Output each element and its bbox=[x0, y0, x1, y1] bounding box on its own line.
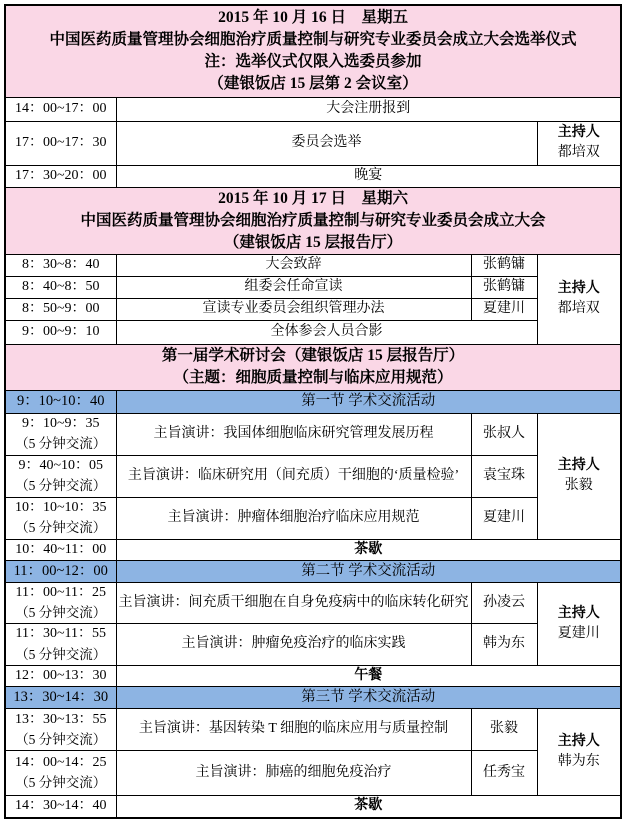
speaker-cell: 夏建川 bbox=[471, 298, 537, 320]
activity-cell: 大会注册报到 bbox=[116, 97, 621, 121]
talk-time: 9：40~10：05 bbox=[18, 458, 104, 474]
day1-header-row bbox=[5, 5, 621, 97]
time-cell bbox=[5, 623, 116, 665]
speaker-cell: 任秀宝 bbox=[471, 751, 537, 796]
speaker-cell: 张叔人 bbox=[471, 413, 537, 455]
speaker-cell: 夏建川 bbox=[471, 497, 537, 539]
table-row bbox=[5, 320, 621, 344]
time-cell: 13：30~14：30 bbox=[5, 687, 116, 709]
speaker-cell: 韩为东 bbox=[471, 623, 537, 665]
break-row bbox=[5, 665, 621, 686]
session-title-cell: 第一节 学术交流活动 bbox=[116, 390, 621, 413]
talk-time: 14：00~14：25 bbox=[14, 755, 107, 771]
table-row bbox=[5, 497, 621, 539]
host-cell bbox=[537, 121, 621, 165]
time-cell: 14：30~14：40 bbox=[5, 796, 116, 818]
time-cell bbox=[5, 497, 116, 539]
talk-topic-cell: 主旨演讲：临床研究用（间充质）干细胞的‘质量检验’ bbox=[116, 455, 471, 497]
table-row bbox=[5, 254, 621, 276]
table-row bbox=[5, 709, 621, 751]
break-label-cell: 茶歇 bbox=[116, 539, 621, 560]
day1-venue: （建银饭店 15 层第 2 会议室） bbox=[208, 75, 418, 93]
conference-schedule-table bbox=[4, 4, 622, 819]
time-cell: 17：00~17：30 bbox=[5, 121, 116, 165]
symposium-header-cell bbox=[5, 344, 621, 390]
host-cell bbox=[537, 254, 621, 344]
talk-topic-cell: 主旨演讲：肿瘤体细胞治疗临床应用规范 bbox=[116, 497, 471, 539]
time-cell: 8：40~8：50 bbox=[5, 276, 116, 298]
speaker-cell: 袁宝珠 bbox=[471, 455, 537, 497]
talk-time: 11：30~11：55 bbox=[15, 626, 107, 642]
table-row bbox=[5, 298, 621, 320]
speaker-cell: 张鹤镛 bbox=[471, 254, 537, 276]
host-label: 主持人 bbox=[557, 280, 600, 296]
talk-time: 10：10~10：35 bbox=[14, 500, 107, 516]
time-cell: 9：00~9：10 bbox=[5, 320, 116, 344]
symposium-title: 第一届学术研讨会（建银饭店 15 层报告厅） bbox=[161, 347, 465, 364]
time-cell: 12：00~13：30 bbox=[5, 665, 116, 686]
talk-time: 11：00~11：25 bbox=[15, 584, 107, 600]
break-row bbox=[5, 539, 621, 560]
talk-note: （5 分钟交流） bbox=[15, 775, 107, 791]
table-row bbox=[5, 276, 621, 298]
symposium-theme: （主题：细胞质量控制与临床应用规范） bbox=[173, 369, 453, 386]
time-cell: 8：30~8：40 bbox=[5, 254, 116, 276]
time-cell: 9：10~10：40 bbox=[5, 390, 116, 413]
day1-note: 注：选举仪式仅限入选委员参加 bbox=[204, 53, 422, 71]
table-row bbox=[5, 582, 621, 623]
session-title-cell: 第二节 学术交流活动 bbox=[116, 560, 621, 582]
activity-cell: 宣读专业委员会组织管理办法 bbox=[116, 298, 471, 320]
time-cell: 14：00~17：00 bbox=[5, 97, 116, 121]
table-row bbox=[5, 455, 621, 497]
activity-cell: 晚宴 bbox=[116, 165, 621, 187]
time-cell: 11：00~12：00 bbox=[5, 560, 116, 582]
day1-event-title: 中国医药质量管理协会细胞治疗质量控制与研究专业委员会成立大会选举仪式 bbox=[49, 31, 577, 49]
table-row bbox=[5, 165, 621, 187]
day1-header-cell bbox=[5, 5, 621, 97]
time-cell bbox=[5, 413, 116, 455]
break-label-cell: 午餐 bbox=[116, 665, 621, 686]
activity-cell: 全体参会人员合影 bbox=[116, 320, 537, 344]
break-row bbox=[5, 796, 621, 818]
host-label: 主持人 bbox=[557, 605, 600, 621]
talk-time: 13：30~13：55 bbox=[14, 711, 107, 727]
table-row bbox=[5, 121, 621, 165]
day2-date: 2015 年 10 月 17 日 星期六 bbox=[218, 189, 408, 207]
talk-topic-cell: 主旨演讲：我国体细胞临床研究管理发展历程 bbox=[116, 413, 471, 455]
talk-topic-cell: 主旨演讲：间充质干细胞在自身免疫病中的临床转化研究 bbox=[116, 582, 471, 623]
talk-note: （5 分钟交流） bbox=[15, 520, 107, 536]
host-name: 都培双 bbox=[557, 145, 600, 160]
speaker-cell: 张毅 bbox=[471, 709, 537, 751]
talk-note: （5 分钟交流） bbox=[15, 731, 107, 747]
talk-time: 9：10~9：35 bbox=[21, 416, 100, 432]
talk-note: （5 分钟交流） bbox=[15, 436, 107, 452]
talk-note: （5 分钟交流） bbox=[15, 646, 107, 662]
day2-event-title: 中国医药质量管理协会细胞治疗质量控制与研究专业委员会成立大会 bbox=[80, 211, 546, 229]
talk-topic-cell: 主旨演讲：肿瘤免疫治疗的临床实践 bbox=[116, 623, 471, 665]
talk-note: （5 分钟交流） bbox=[15, 605, 107, 621]
time-cell: 10：40~11：00 bbox=[5, 539, 116, 560]
time-cell bbox=[5, 751, 116, 796]
host-name: 夏建川 bbox=[557, 625, 600, 641]
session-title-cell: 第三节 学术交流活动 bbox=[116, 687, 621, 709]
host-cell bbox=[537, 709, 621, 796]
host-name: 都培双 bbox=[557, 301, 600, 316]
time-cell bbox=[5, 582, 116, 623]
time-cell bbox=[5, 455, 116, 497]
time-cell: 8：50~9：00 bbox=[5, 298, 116, 320]
time-cell: 17：30~20：00 bbox=[5, 165, 116, 187]
table-row bbox=[5, 413, 621, 455]
day1-date: 2015 年 10 月 16 日 星期五 bbox=[218, 9, 408, 27]
host-label: 主持人 bbox=[557, 733, 600, 749]
host-label: 主持人 bbox=[557, 457, 600, 473]
activity-cell: 委员会选举 bbox=[116, 121, 537, 165]
day2-venue: （建银饭店 15 层报告厅） bbox=[223, 233, 403, 251]
day2-header-cell bbox=[5, 187, 621, 254]
host-label: 主持人 bbox=[557, 124, 600, 140]
symposium-header-row bbox=[5, 344, 621, 390]
talk-topic-cell: 主旨演讲：基因转染 T 细胞的临床应用与质量控制 bbox=[116, 709, 471, 751]
host-name: 张毅 bbox=[564, 478, 593, 493]
talk-note: （5 分钟交流） bbox=[15, 478, 107, 494]
activity-cell: 大会致辞 bbox=[116, 254, 471, 276]
day2-header-row bbox=[5, 187, 621, 254]
speaker-cell: 孙凌云 bbox=[471, 582, 537, 623]
break-label-cell: 茶歇 bbox=[116, 796, 621, 818]
table-row bbox=[5, 623, 621, 665]
activity-cell: 组委会任命宣读 bbox=[116, 276, 471, 298]
speaker-cell: 张鹤镛 bbox=[471, 276, 537, 298]
session3-title-row bbox=[5, 687, 621, 709]
host-cell bbox=[537, 413, 621, 539]
host-cell bbox=[537, 582, 621, 665]
time-cell bbox=[5, 709, 116, 751]
session1-title-row bbox=[5, 390, 621, 413]
talk-topic-cell: 主旨演讲：肺癌的细胞免疫治疗 bbox=[116, 751, 471, 796]
host-name: 韩为东 bbox=[557, 754, 600, 770]
table-row bbox=[5, 97, 621, 121]
session2-title-row bbox=[5, 560, 621, 582]
table-row bbox=[5, 751, 621, 796]
